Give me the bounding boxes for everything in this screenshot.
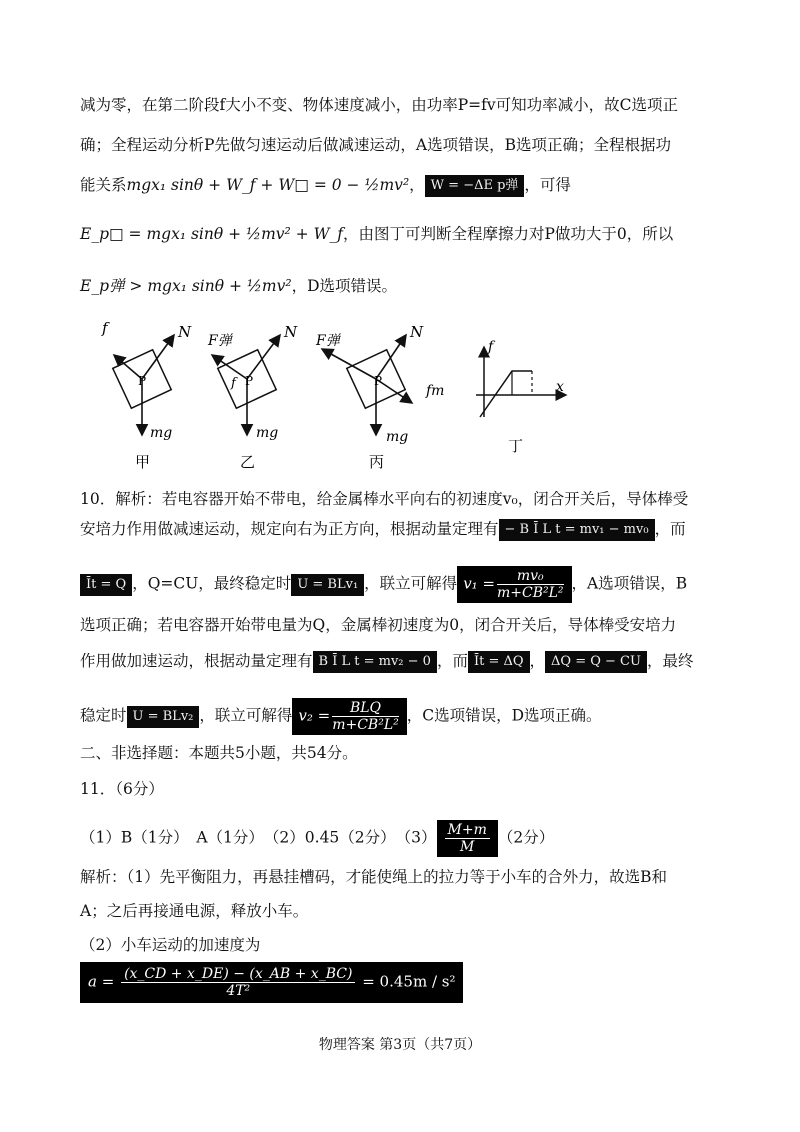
- label-mg: mg: [150, 425, 173, 441]
- caption-jia: 甲: [135, 453, 151, 471]
- answer-line: （1）B（1分） A（1分） （2）0.45（2分） （3） $\frac{M+m}{M}$ （2分）: [80, 822, 555, 855]
- text-line: A；之后再接通电源，释放小车。: [80, 902, 309, 920]
- equation: E_p□ = mgx₁ sinθ + ½mv² + W_f: [80, 225, 343, 243]
- caption-yi: 乙: [240, 453, 256, 471]
- label-P: P: [138, 374, 147, 388]
- label-mg: mg: [386, 429, 409, 445]
- equation: mgx₁ sinθ + W_f + W□ = 0 − ½mv²: [126, 176, 410, 194]
- label-N: N: [284, 323, 298, 341]
- caption-ding: 丁: [508, 437, 524, 455]
- label-F-tan: F弹: [208, 333, 232, 349]
- label-f: f: [488, 339, 494, 355]
- equation-image: ΔQ = Q − CU: [545, 651, 647, 673]
- text-line: 解析：（1）先平衡阻力，再悬挂槽码，才能使绳上的拉力等于小车的合外力，故选B和: [80, 868, 668, 886]
- label-P: P: [245, 374, 254, 388]
- page-footer: 物理答案 第3页（共7页）: [318, 1037, 482, 1053]
- diagram-yi: [207, 323, 298, 441]
- question-heading: 11．（6分）: [80, 780, 164, 798]
- label-f: f: [231, 376, 236, 391]
- equation-image: U = BLv₂: [127, 706, 200, 728]
- text-line: E_p弹 > mgx₁ sinθ + ½mv²，D选项错误。: [80, 277, 398, 295]
- text-line: 选项正确；若电容器开始带电量为Q，金属棒初速度为0，闭合开关后，导体棒受安培力: [80, 616, 677, 634]
- equation-image: B Ī L t = mv₂ − 0: [313, 651, 437, 673]
- text-line: 稳定时 U = BLv₂ ，联立可解得 v₂ = $\frac{\text{BLQ}}{\text{m+CB²L²}}$ ，C选项错误，D选项正确。: [80, 700, 602, 733]
- label-f: f: [102, 319, 108, 337]
- equation-image: v₁ = $\frac{\text{mv₀}}{\text{m+CB²L²}}$: [457, 566, 571, 603]
- caption-bing: 丙: [369, 453, 385, 471]
- equation-image: W = −ΔE p弹: [425, 175, 525, 197]
- equation-image: Īt = ΔQ: [468, 651, 530, 673]
- label-fm: fm: [426, 383, 445, 399]
- text-line: 安培力作用做减速运动，规定向右为正方向，根据动量定理有 − B Ī L t = mv₁ − mv₀ ，而: [80, 518, 686, 541]
- equation-image: $\frac{M+m}{M}$: [437, 820, 498, 857]
- label-x: x: [556, 379, 564, 395]
- text-line: 作用做加速运动，根据动量定理有 B Ī L t = mv₂ − 0 ，而 Īt = ΔQ ， ΔQ = Q − CU ，最终: [80, 650, 693, 673]
- text-line: 能关系mgx₁ sinθ + W_f + W□ = 0 − ½mv²， W = −ΔE p弹 ，可得: [80, 174, 571, 197]
- diagram-jia: [101, 319, 192, 441]
- equation-image: Īt = Q: [80, 574, 132, 596]
- text-line: 减为零，在第二阶段f大小不变、物体速度减小，由功率P=fv可知功率减小，故C选项正: [80, 96, 679, 114]
- label-mg: mg: [256, 425, 279, 441]
- text-line: 确；全程运动分析P先做匀速运动后做减速运动，A选项错误，B选项正确；全程根据功: [80, 136, 672, 154]
- label-P: P: [374, 374, 383, 388]
- text-line: E_p□ = mgx₁ sinθ + ½mv² + W_f，由图丁可判断全程摩擦力对P做功大于0，所以: [80, 225, 674, 243]
- diagram-ding: [476, 339, 566, 417]
- text-line: （2）小车运动的加速度为: [80, 936, 261, 954]
- equation-image: a = $\frac{(x\_CD + x\_DE) - (x\_AB + x\_BC)}{\text{4T²}}$ = 0.45m / s²: [80, 962, 463, 1003]
- equation-image: U = BLv₁: [291, 574, 364, 596]
- equation-image: v₂ = $\frac{\text{BLQ}}{\text{m+CB²L²}}$: [292, 698, 406, 735]
- text-line: Īt = Q ，Q=CU，最终稳定时 U = BLv₁ ，联立可解得 v₁ = $\frac{\text{mv₀}}{\text{m+CB²L²}}$ ，A选项错误，B: [80, 566, 687, 603]
- diagram-bing: [315, 323, 444, 445]
- label-F-tan: F弹: [316, 333, 340, 349]
- text-line: 10．解析：若电容器开始不带电，给金属棒水平向右的初速度v₀，闭合开关后，导体棒受: [80, 490, 689, 508]
- equation-line: [80, 962, 463, 1003]
- equation: E_p弹 > mgx₁ sinθ + ½mv²: [80, 277, 292, 295]
- section-title: 二、非选择题：本题共5小题，共54分。: [80, 744, 358, 762]
- label-N: N: [410, 323, 424, 341]
- label-N: N: [178, 323, 192, 341]
- force-diagrams: [0, 315, 800, 475]
- equation-image: − B Ī L t = mv₁ − mv₀: [499, 519, 655, 541]
